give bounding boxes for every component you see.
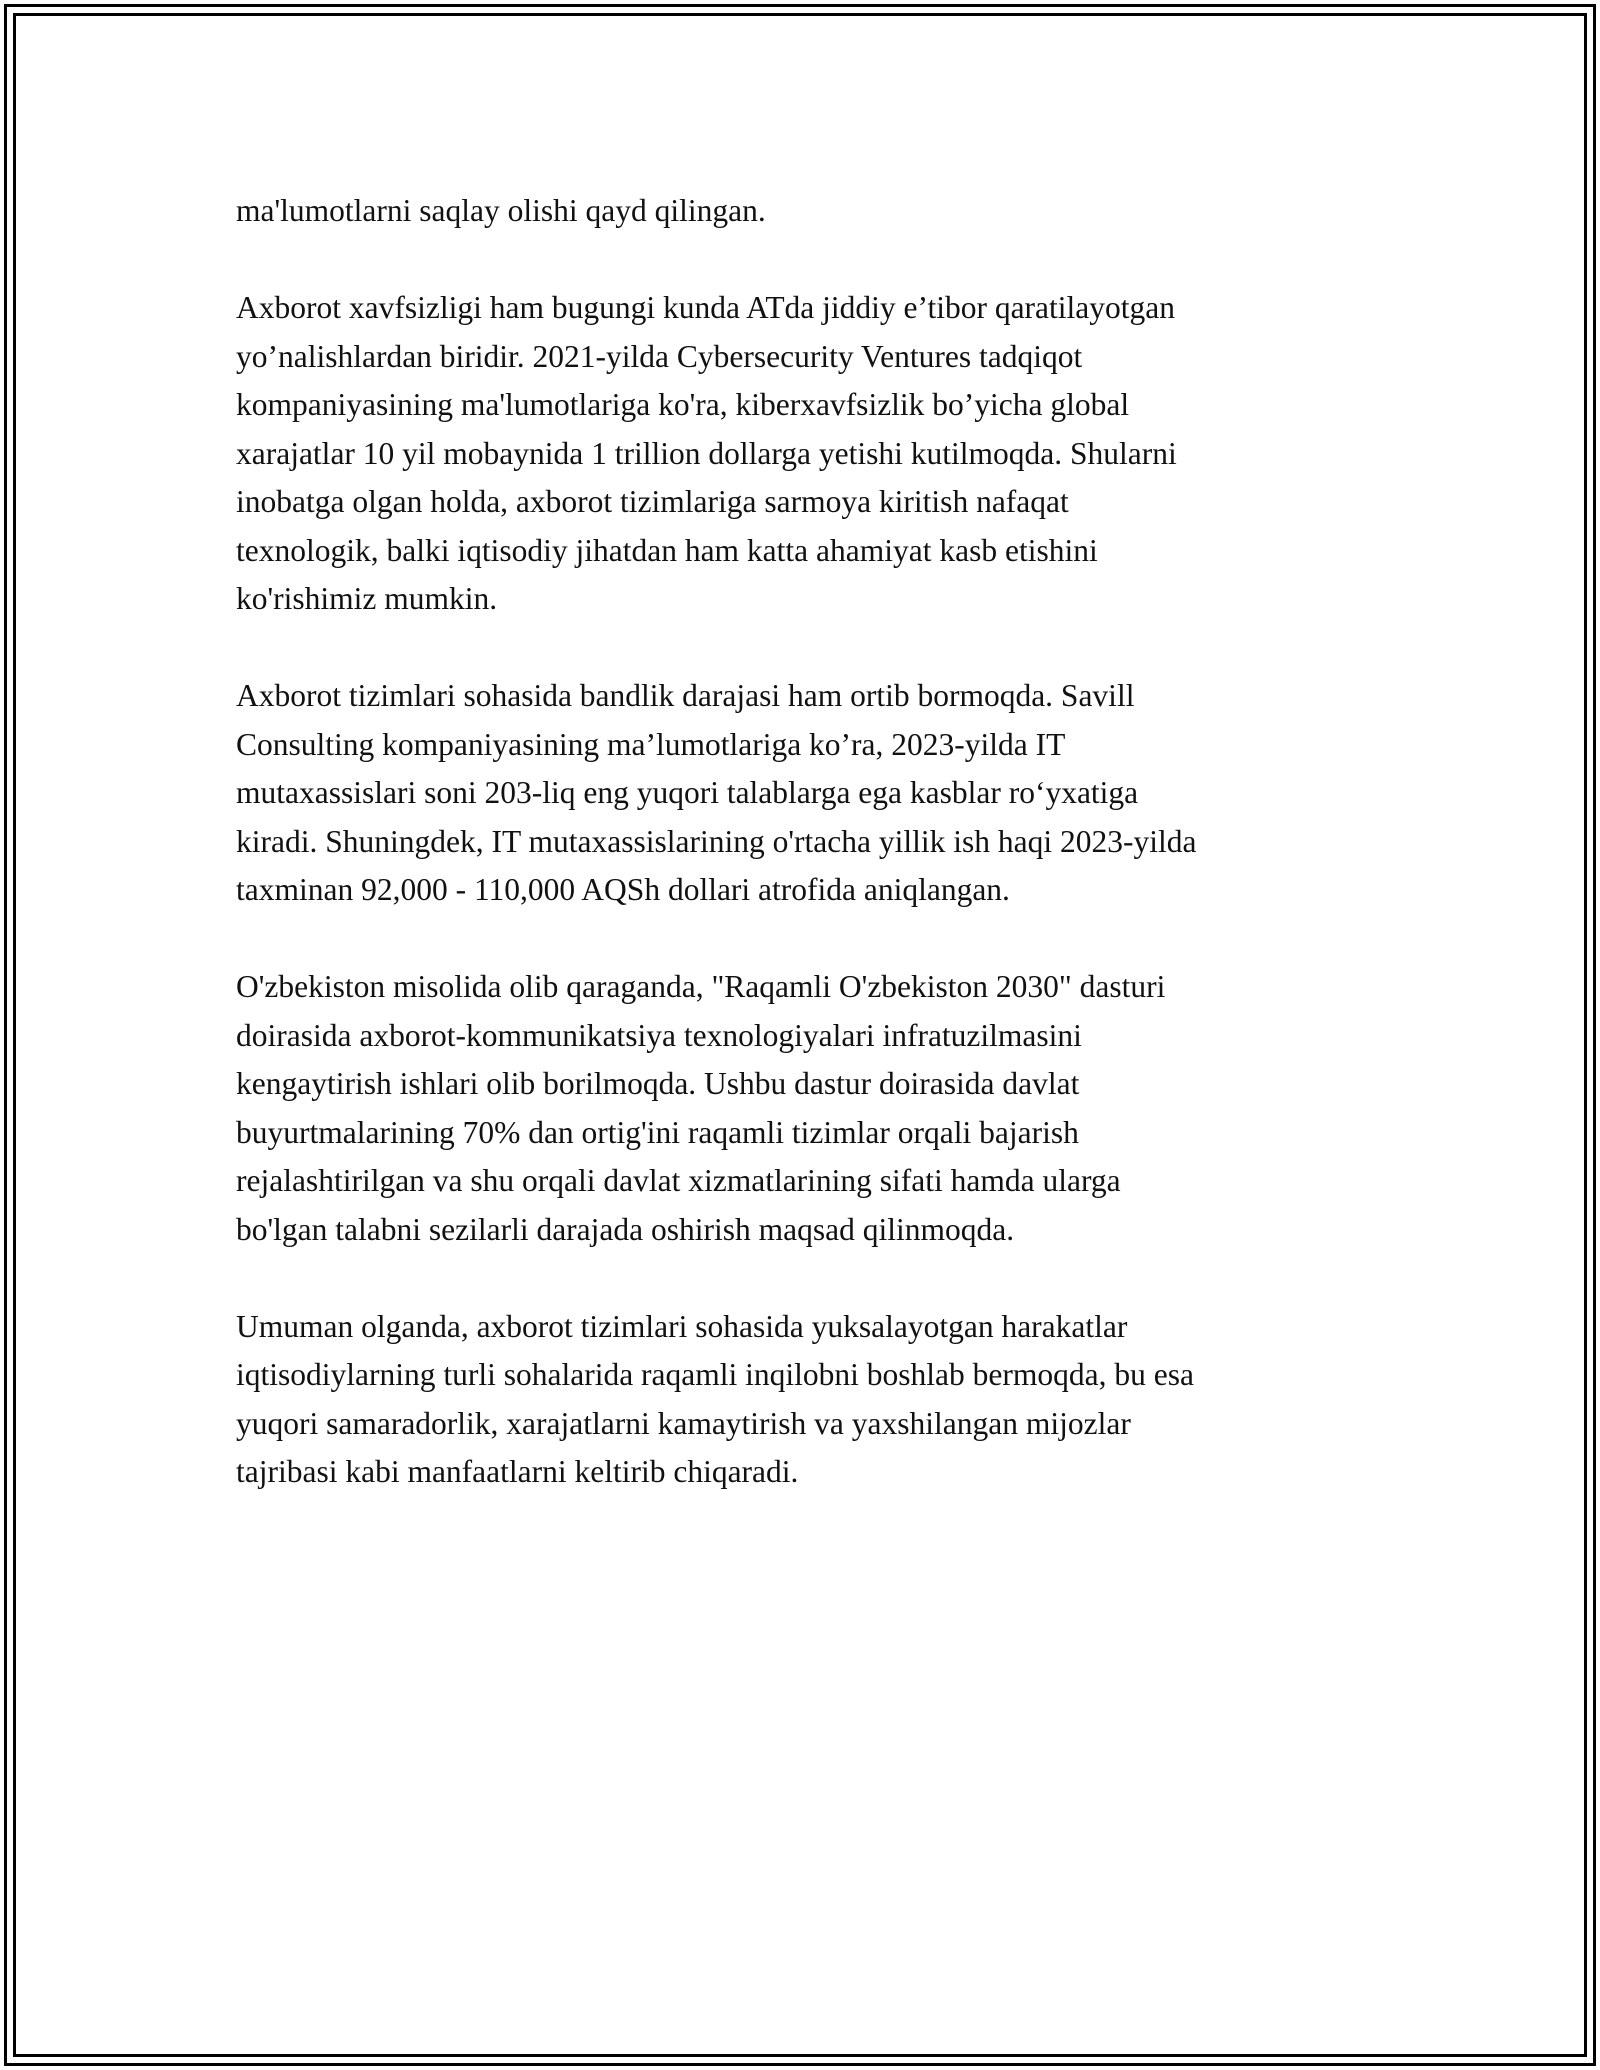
text-line: rejalashtirilgan va shu orqali davlat xizmatlarining sifati hamda ularga — [236, 1163, 1121, 1198]
text-line: buyurtmalarining 70% dan ortig'ini raqamli tizimlar orqali bajarish — [236, 1114, 1079, 1150]
text-line: mutaxassislari soni 203-liq eng yuqori talablarga ega kasblar ro‘yxatiga — [236, 775, 1139, 810]
text-line: kompaniyasining ma'lumotlariga ko'ra, kiberxavfsizlik bo’yicha global — [236, 387, 1130, 422]
paragraph-4 — [236, 963, 1366, 1254]
text-line: inobatga olgan holda, axborot tizimlariga sarmoya kiritish nafaqat — [236, 484, 1069, 519]
paragraph-3 — [236, 672, 1366, 915]
text-line: O'zbekiston misolida olib qaraganda, "Raqamli O'zbekiston 2030" dasturi — [236, 969, 1166, 1004]
paragraph-5 — [236, 1303, 1366, 1497]
text-line: ma'lumotlarni saqlay olishi qayd qilingan. — [236, 193, 766, 228]
text-line: yo’nalishlardan biridir. 2021-yilda Cybersecurity Ventures tadqiqot — [236, 338, 1083, 374]
text-line: taxminan 92,000 - 110,000 AQSh dollari atrofida aniqlangan. — [236, 872, 1010, 907]
paragraph-1 — [236, 187, 1366, 236]
text-line: yuqori samaradorlik, xarajatlarni kamaytirish va yaxshilangan mijozlar — [236, 1405, 1131, 1441]
text-line: Axborot xavfsizligi ham bugungi kunda ATda jiddiy e’tibor qaratilayotgan — [236, 290, 1175, 325]
text-line: tajribasi kabi manfaatlarni keltirib chiqaradi. — [236, 1454, 799, 1489]
text-line: Umuman olganda, axborot tizimlari sohasida yuksalayotgan harakatlar — [236, 1308, 1128, 1344]
text-line: kengaytirish ishlari olib borilmoqda. Ushbu dastur doirasida davlat — [236, 1066, 1080, 1101]
text-line: ko'rishimiz mumkin. — [236, 581, 498, 616]
text-line: Consulting kompaniyasining ma’lumotlariga ko’ra, 2023-yilda IT — [236, 726, 1066, 762]
paragraph-2 — [236, 284, 1366, 624]
text-line: texnologik, balki iqtisodiy jihatdan ham katta ahamiyat kasb etishini — [236, 532, 1098, 568]
text-line: iqtisodiylarning turli sohalarida raqamli inqilobni boshlab bermoqda, bu esa — [236, 1357, 1194, 1392]
text-line: xarajatlar 10 yil mobaynida 1 trillion dollarga yetishi kutilmoqda. Shularni — [236, 435, 1177, 471]
document-body — [236, 187, 1366, 1545]
text-line: bo'lgan talabni sezilarli darajada oshirish maqsad qilinmoqda. — [236, 1211, 1015, 1247]
text-line: kiradi. Shuningdek, IT mutaxassislarining o'rtacha yillik ish haqi 2023-yilda — [236, 823, 1197, 859]
text-line: Axborot tizimlari sohasida bandlik darajasi ham ortib bormoqda. Savill — [236, 678, 1135, 713]
text-line: doirasida axborot-kommunikatsiya texnologiyalari infratuzilmasini — [236, 1017, 1082, 1053]
